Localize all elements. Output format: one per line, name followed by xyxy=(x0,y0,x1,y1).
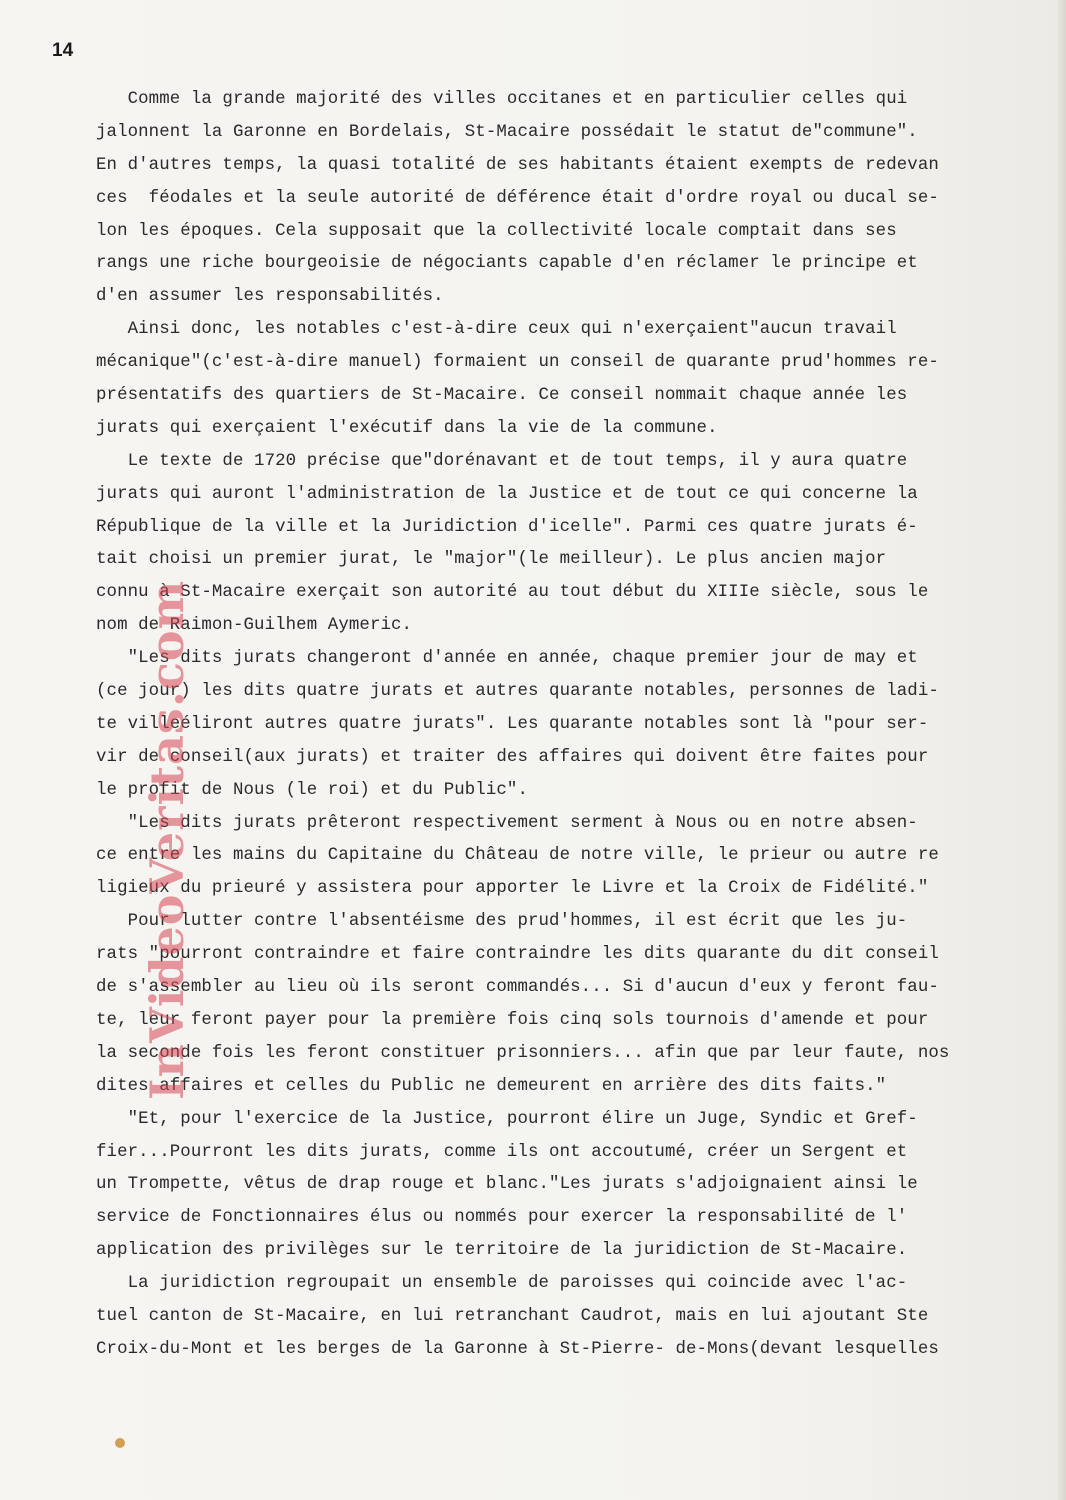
text-line: rangs une riche bourgeoisie de négociants capable d'en réclamer le principe et xyxy=(96,254,918,274)
text-line: le profit de Nous (le roi) et du Public". xyxy=(96,780,528,800)
text-line: "Les dits jurats changeront d'année en année, chaque premier jour de may et xyxy=(96,649,918,669)
text-line: mécanique"(c'est-à-dire manuel) formaient un conseil de quarante prud'hommes re- xyxy=(96,353,939,373)
text-line: tuel canton de St-Macaire, en lui retranchant Caudrot, mais en lui ajoutant Ste xyxy=(96,1306,929,1326)
text-line: jalonnent la Garonne en Bordelais, St-Macaire possédait le statut de"commune". xyxy=(96,122,918,142)
text-line: dites affaires et celles du Public ne demeurent en arrière des dits faits." xyxy=(96,1076,887,1096)
text-line: tait choisi un premier jurat, le "major"(le meilleur). Le plus ancien major xyxy=(96,550,887,570)
text-line: nom de Raimon-Guilhem Aymeric. xyxy=(96,616,413,636)
page-edge-shadow xyxy=(1058,0,1066,1500)
text-line: te, leur feront payer pour la première fois cinq sols tournois d'amende et pour xyxy=(96,1010,929,1030)
text-line: service de Fonctionnaires élus ou nommés pour exercer la responsabilité de l' xyxy=(96,1208,908,1228)
text-line: République de la ville et la Juridiction d'icelle". Parmi ces quatre jurats é- xyxy=(96,517,918,537)
text-line: Croix-du-Mont et les berges de la Garonne à St-Pierre- de-Mons(devant lesquelles xyxy=(96,1339,939,1359)
text-line: la seconde fois les feront constituer prisonniers... afin que par leur faute, nos xyxy=(96,1043,950,1063)
text-line: présentatifs des quartiers de St-Macaire. Ce conseil nommait chaque année les xyxy=(96,386,908,406)
text-line: rats "pourront contraindre et faire contraindre les dits quarante du dit conseil xyxy=(96,945,939,965)
text-line: d'en assumer les responsabilités. xyxy=(96,287,444,307)
text-line: Comme la grande majorité des villes occitanes et en particulier celles qui xyxy=(96,90,908,109)
watermark-text: InVideoVeritas.com xyxy=(140,579,194,1100)
text-line: fier...Pourront les dits jurats, comme ils ont accoutumé, créer un Sergent et xyxy=(96,1142,908,1162)
text-line: application des privilèges sur le territoire de la juridiction de St-Macaire. xyxy=(96,1241,908,1261)
text-line: jurats qui auront l'administration de la Justice et de tout ce qui concerne la xyxy=(96,484,918,504)
page-number: 14 xyxy=(52,40,74,61)
text-line: connu à St-Macaire exerçait son autorité au tout début du XIIIe siècle, sous le xyxy=(96,583,929,603)
text-line: te villeéliront autres quatre jurats". Les quarante notables sont là "pour ser- xyxy=(96,714,929,734)
text-line: La juridiction regroupait un ensemble de paroisses qui coincide avec l'ac- xyxy=(96,1274,908,1294)
text-line: ces féodales et la seule autorité de déférence était d'ordre royal ou ducal se- xyxy=(96,188,939,208)
text-line: En d'autres temps, la quasi totalité de ses habitants étaient exempts de redevan xyxy=(96,155,939,175)
text-line: Le texte de 1720 précise que"dorénavant et de tout temps, il y aura quatre xyxy=(96,451,908,471)
text-line: ligieux du prieuré y assistera pour apporter le Livre et la Croix de Fidélité." xyxy=(96,879,929,899)
text-line: lon les époques. Cela supposait que la collectivité locale comptait dans ses xyxy=(96,221,897,241)
watermark xyxy=(88,440,194,1100)
text-line: "Et, pour l'exercice de la Justice, pourront élire un Juge, Syndic et Gref- xyxy=(96,1109,918,1129)
text-line: de s'assembler au lieu où ils seront commandés... Si d'aucun d'eux y feront fau- xyxy=(96,978,939,998)
text-line: "Les dits jurats prêteront respectivement serment à Nous ou en notre absen- xyxy=(96,813,918,833)
ink-spot xyxy=(115,1438,125,1448)
text-line: Ainsi donc, les notables c'est-à-dire ceux qui n'exerçaient"aucun travail xyxy=(96,320,897,340)
text-line: Pour lutter contre l'absentéisme des prud'hommes, il est écrit que les ju- xyxy=(96,912,908,932)
text-line: ce entre les mains du Capitaine du Château de notre ville, le prieur ou autre re xyxy=(96,846,939,866)
text-line: vir de conseil(aux jurats) et traiter des affaires qui doivent être faites pour xyxy=(96,747,929,767)
text-line: un Trompette, vêtus de drap rouge et blanc."Les jurats s'adjoignaient ainsi le xyxy=(96,1175,918,1195)
text-line: (ce jour) les dits quatre jurats et autres quarante notables, personnes de ladi- xyxy=(96,682,939,702)
typewritten-body-text xyxy=(96,84,1011,1367)
text-line: jurats qui exerçaient l'exécutif dans la vie de la commune. xyxy=(96,418,718,438)
